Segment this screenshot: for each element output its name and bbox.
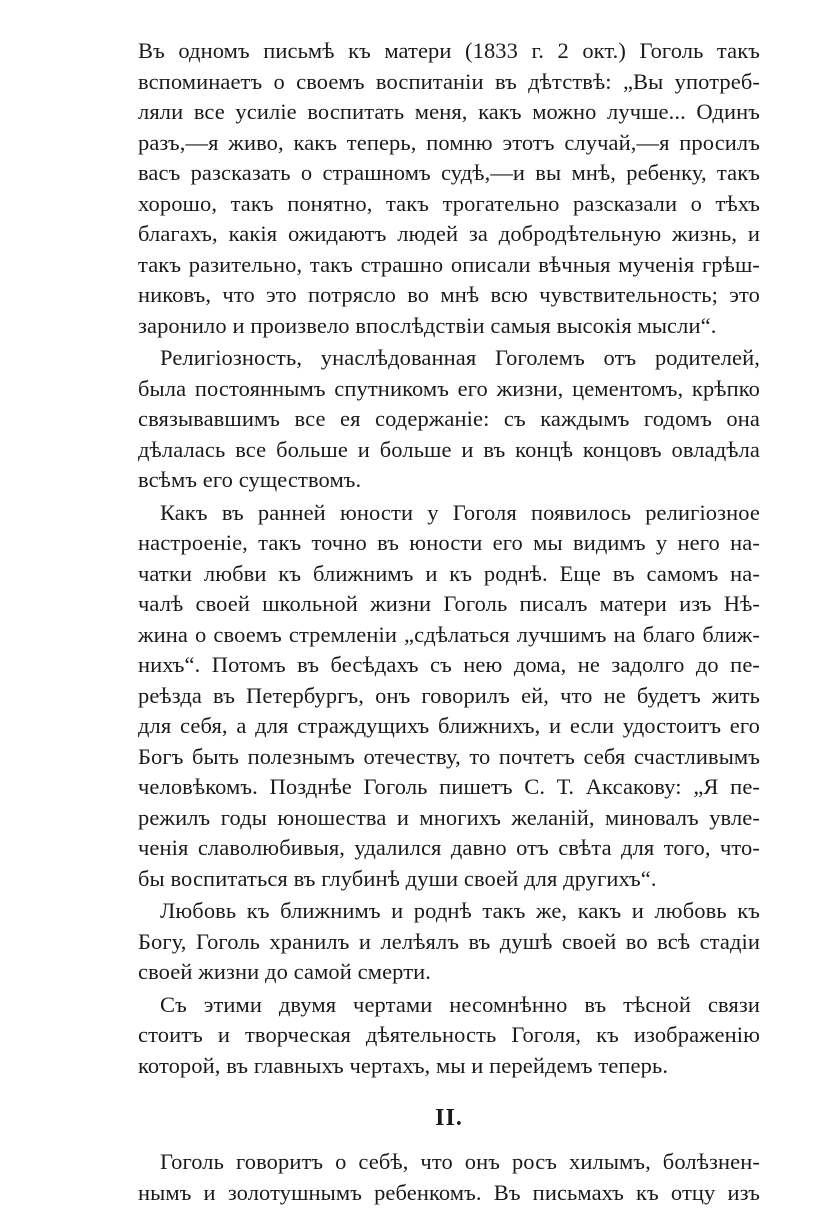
text-line: нихъ“. Потомъ въ бесѣдахъ съ нею дома, не задолго до пе- (138, 652, 760, 677)
text-line: такъ разительно, такъ страшно описали вѣчныя мученія грѣш- (138, 251, 760, 277)
paragraph-5 (138, 990, 760, 1082)
text-line: реѣзда въ Петербургъ, онъ говорилъ ей, что не будетъ жить (138, 682, 760, 708)
text-line: настроеніе, такъ точно въ юности его мы видимъ у него на- (138, 530, 760, 555)
text-line: всѣмъ его существомъ. (138, 467, 362, 492)
text-line: чатки любви къ ближнимъ и къ роднѣ. Еще въ самомъ на- (138, 560, 760, 586)
text-line: ченія славолюбивыя, удалился давно отъ свѣта для того, что- (138, 835, 760, 860)
paragraph-4 (138, 896, 760, 988)
text-line: Богу, Гоголь хранилъ и лелѣялъ въ душѣ своей во всѣ стадіи (138, 928, 760, 954)
section-heading: II. (435, 1105, 463, 1131)
text-line: которой, въ главныхъ чертахъ, мы и перейдемъ теперь. (138, 1052, 669, 1078)
text-line: жина о своемъ стремленіи „сдѣлаться лучшимъ на благо ближ- (138, 621, 760, 647)
text-line: режилъ годы юношества и многихъ желаній, миновалъ увле- (138, 804, 760, 830)
paragraph-2 (138, 343, 760, 496)
text-line: хорошо, такъ понятно, такъ трогательно разсказали о тѣхъ (138, 190, 760, 216)
text-line: благахъ, какія ожидаютъ людей за добродѣтельную жизнь, и (138, 221, 760, 246)
text-line: Въ одномъ письмѣ къ матери (1833 г. 2 окт.) Гоголь такъ (138, 38, 760, 63)
text-line: дѣлалась все больше и больше и въ концѣ концовъ овладѣла (138, 436, 760, 462)
text-line: связывавшимъ все ея содержаніе: съ каждымъ годомъ она (138, 406, 760, 431)
text-line: Религіозность, унаслѣдованная Гоголемъ отъ родителей, (160, 345, 760, 370)
text-body (138, 36, 760, 1210)
text-line: никовъ, что это потрясло во мнѣ всю чувствительность; это (138, 282, 760, 307)
text-line: Съ этими двумя чертами несомнѣнно въ тѣсной связи (160, 991, 760, 1017)
text-line: была постояннымъ спутникомъ его жизни, цементомъ, крѣпко (138, 375, 760, 401)
text-line: ляли все усиліе воспитать меня, какъ можно лучше... Одинъ (138, 99, 760, 124)
text-line: васъ разсказать о страшномъ судѣ,—и вы мнѣ, ребенку, такъ (138, 160, 760, 185)
text-line: для себя, а для страждущихъ ближнихъ, и если удостоитъ его (138, 713, 760, 738)
paragraph-1 (138, 36, 760, 341)
text-line: разъ,—я живо, какъ теперь, помню этотъ случай,—я просилъ (138, 129, 760, 155)
text-line: Богъ быть полезнымъ отечеству, то почтетъ себя счастливымъ (138, 743, 760, 769)
text-line: вспоминаетъ о своемъ воспитаніи въ дѣтствѣ: „Вы употреб- (138, 68, 760, 94)
text-line: человѣкомъ. Позднѣе Гоголь пишетъ С. Т. Аксакову: „Я пе- (138, 774, 760, 799)
text-line: нымъ и золотушнымъ ребенкомъ. Въ письмахъ къ отцу изъ (138, 1179, 760, 1205)
text-line: Любовь къ ближнимъ и роднѣ такъ же, какъ и любовь къ (160, 898, 760, 923)
text-line: Гоголь говоритъ о себѣ, что онъ росъ хилымъ, болѣзнен- (160, 1149, 760, 1174)
text-line: стоитъ и творческая дѣятельность Гоголя, къ изображенію (138, 1022, 760, 1047)
text-line: заронило и произвело впослѣдствіи самыя высокія мысли“. (138, 312, 717, 338)
paragraph-3 (138, 498, 760, 895)
text-line: Какъ въ ранней юности у Гоголя появилось религіозное (160, 499, 760, 525)
text-line: чалѣ своей школьной жизни Гоголь писалъ матери изъ Нѣ- (138, 591, 760, 616)
text-line: бы воспитаться въ глубинѣ души своей для другихъ“. (138, 865, 657, 891)
section-paragraph (138, 1147, 760, 1208)
text-line: своей жизни до самой смерти. (138, 959, 432, 984)
